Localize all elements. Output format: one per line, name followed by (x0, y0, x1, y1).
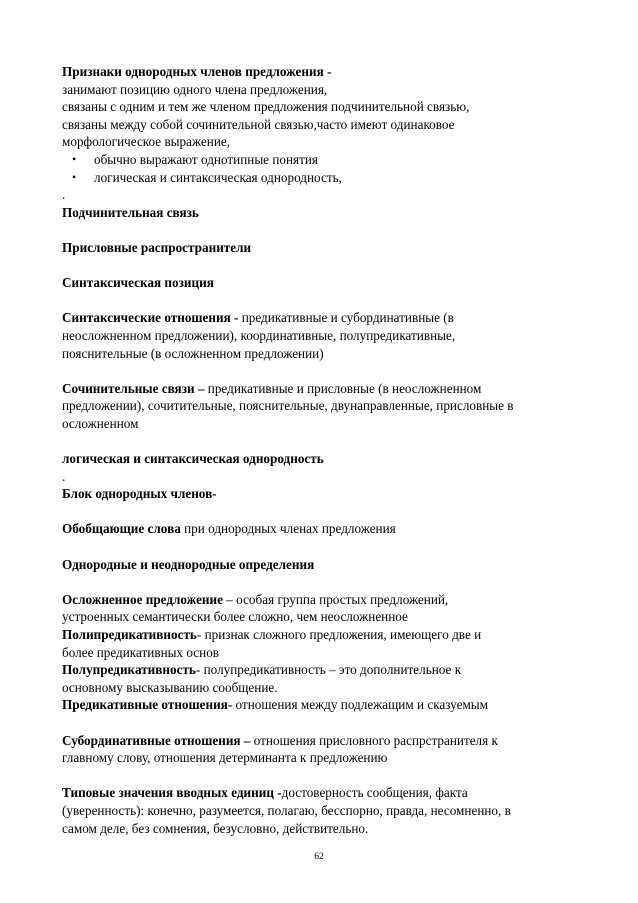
term-definition: - признак сложного предложения, имеющего две и (196, 627, 482, 642)
bullet-text: логическая и синтаксическая однородность, (94, 169, 342, 185)
paragraph-first-line (62, 696, 592, 714)
term-predicative-relations: Предикативные отношения- (62, 697, 233, 713)
text-line: (уверенность): конечно, разумеется, полагаю, бесспорно, правда, несомненно, в (62, 802, 511, 818)
term-semipredicativity: Полупредикативность (62, 662, 196, 678)
bullet-item (62, 151, 592, 169)
bullet-item (62, 169, 592, 187)
term-definition: достоверность сообщения, факта (281, 785, 468, 801)
text-line: связаны между собой сочинительной связью,часто имеют одинаковое (62, 116, 455, 132)
term-complicated-sentence: Осложненное предложение (62, 591, 223, 607)
text-line: осложненном (62, 415, 139, 431)
paragraph-first-line (62, 380, 592, 398)
paragraph-first-line (62, 591, 592, 609)
text-line: пояснительные (в осложненном предложении) (62, 345, 324, 361)
text-line: занимают позицию одного члена предложения, (62, 81, 328, 97)
term-definition: отношения между подлежащим и сказуемым (232, 697, 489, 713)
paragraph-first-line (62, 309, 592, 327)
text-line: морфологическое выражение, (62, 134, 231, 150)
stray-dot: . (62, 468, 66, 484)
heading-definitions: Однородные и неоднородные определения (62, 556, 315, 572)
stray-dot: . (62, 187, 66, 203)
term-definition: при однородных членах предложения (180, 521, 396, 537)
term-coordinate-links: Сочинительные связи – (62, 380, 205, 396)
heading-logical-homogeneity: логическая и синтаксическая однородность (62, 451, 324, 467)
page-number: 62 (314, 852, 324, 862)
term-definition: предикативные и присловные (в неосложненном (204, 380, 482, 396)
paragraph-first-line (62, 520, 592, 538)
bullet-list (62, 151, 592, 186)
term-generalizing-words: Обобщающие слова (62, 521, 181, 537)
heading-homogeneous-block: Блок однородных членов- (62, 486, 217, 502)
paragraph-first-line (62, 732, 592, 750)
term-definition: - полупредикативность – это дополнительное к (195, 662, 462, 678)
term-definition: предикативные и субординативные (в (238, 310, 454, 326)
paragraph-first-line (62, 626, 592, 644)
term-subordinative-relations: Субординативные отношения – (62, 732, 251, 748)
heading-homogeneous-signs: Признаки однородных членов предложения - (62, 64, 332, 79)
text-line: основному высказыванию сообщение. (62, 679, 278, 695)
paragraph-first-line (62, 661, 592, 679)
text-line: более предикативных основ (62, 644, 220, 660)
text-line: устроенных семантически более сложно, чем неосложненное (62, 609, 408, 625)
text-line: самом деле, без сомнения, безусловно, действительно. (62, 820, 369, 836)
heading-syntactic-position: Синтаксическая позиция (62, 275, 214, 291)
text-line: неосложненном предложении), координативные, полупредикативные, (62, 327, 456, 343)
text-line: связаны с одним и тем же членом предложения подчинительной связью, (62, 99, 470, 115)
heading-word-extenders: Присловные распространители (62, 239, 252, 255)
term-definition: отношения присловного распрстранителя к (250, 732, 498, 748)
bullet-icon: • (72, 169, 77, 184)
term-parenthetical-units: Типовые значения вводных единиц - (62, 785, 282, 801)
bullet-icon: • (72, 151, 77, 166)
bullet-text: обычно выражают однотипные понятия (94, 151, 318, 167)
heading-subordinate-link: Подчинительная связь (62, 204, 199, 220)
term-syntactic-relations: Синтаксические отношения - (62, 310, 239, 326)
document-page (62, 63, 592, 837)
term-definition: – особая группа простых предложений, (222, 591, 449, 607)
term-polypredicativity: Полипредикативность (62, 627, 197, 642)
paragraph-first-line (62, 784, 592, 802)
text-line: предложении), сочитительные, пояснительные, двунаправленные, присловные в (62, 398, 514, 414)
text-line: главному слову, отношения детерминанта к предложению (62, 750, 388, 766)
